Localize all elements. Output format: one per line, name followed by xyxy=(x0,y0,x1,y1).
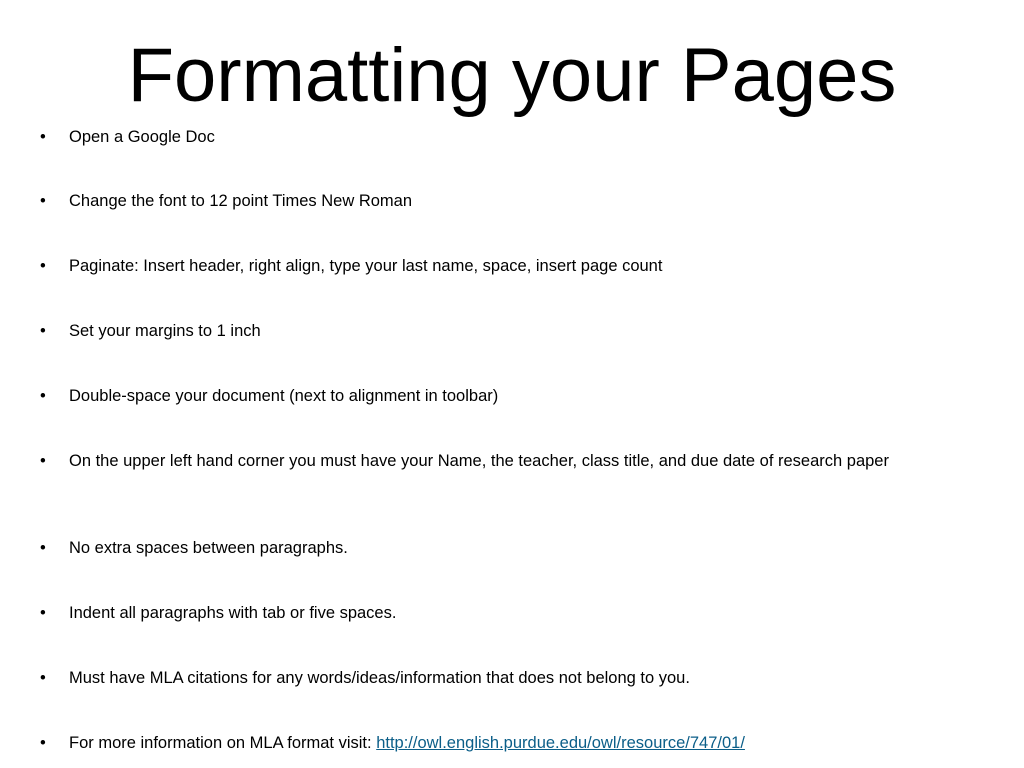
bullet-text: Set your margins to 1 inch xyxy=(69,322,261,340)
bullet-text: No extra spaces between paragraphs. xyxy=(69,539,348,557)
more-info-prefix: For more information on MLA format visit: xyxy=(69,734,377,752)
bullet-text xyxy=(69,732,989,755)
bullet-dot-icon: • xyxy=(40,192,46,210)
bullet-text: Indent all paragraphs with tab or five spaces. xyxy=(69,604,397,622)
bullet-text: Paginate: Insert header, right align, type your last name, space, insert page count xyxy=(69,257,663,275)
bullet-dot-icon: • xyxy=(40,539,46,557)
bullet-text: Double-space your document (next to alignment in toolbar) xyxy=(69,387,499,405)
bullet-dot-icon: • xyxy=(40,604,46,622)
bullet-dot-icon: • xyxy=(40,734,46,752)
bullet-dot-icon: • xyxy=(40,128,46,146)
bullet-text: On the upper left hand corner you must have your Name, the teacher, class title, and due date of research paper xyxy=(69,452,889,470)
slide-title: Formatting your Pages xyxy=(127,33,897,118)
purdue-owl-link[interactable]: http://owl.english.purdue.edu/owl/resource/747/01/ xyxy=(376,734,745,752)
bullet-text: Change the font to 12 point Times New Roman xyxy=(69,192,413,210)
bullet-text: Open a Google Doc xyxy=(69,128,215,146)
bullet-dot-icon: • xyxy=(40,452,46,470)
bullet-dot-icon: • xyxy=(40,322,46,340)
bullet-text: Must have MLA citations for any words/ideas/information that does not belong to you. xyxy=(69,669,690,687)
bullet-dot-icon: • xyxy=(40,257,46,275)
bullet-dot-icon: • xyxy=(40,669,46,687)
bullet-dot-icon: • xyxy=(40,387,46,405)
